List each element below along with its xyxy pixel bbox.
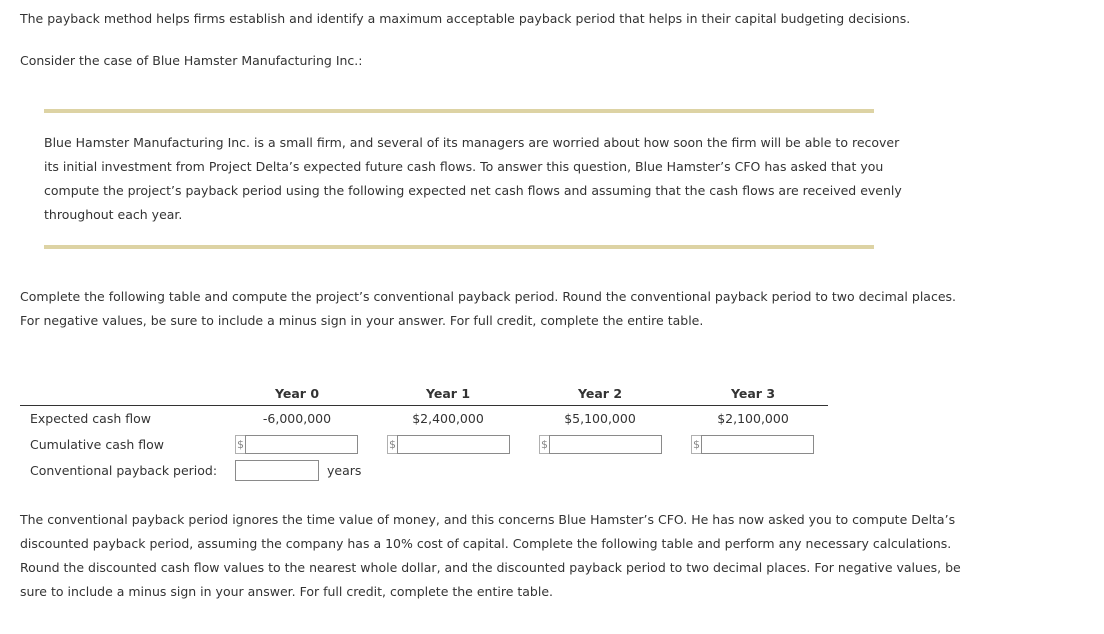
payback-period-input[interactable] xyxy=(235,460,319,481)
instructions-line: For negative values, be sure to include a minus sign in your answer. For full credit, complete the entire table. xyxy=(20,313,704,328)
cumulative-year-2-input[interactable] xyxy=(549,435,662,454)
scenario-line: compute the project’s payback period using the following expected net cash flows and assuming that the cash flows are received evenly xyxy=(44,183,902,198)
scenario-line: Blue Hamster Manufacturing Inc. is a small firm, and several of its managers are worried about how soon the firm will be able to recover xyxy=(44,135,900,150)
header-year-1: Year 1 xyxy=(425,386,471,401)
case-text: Consider the case of Blue Hamster Manufacturing Inc.: xyxy=(20,53,363,68)
discounted-line: The conventional payback period ignores the time value of money, and this concerns Blue Hamster’s CFO. He has now asked you to compute Delta’s xyxy=(20,512,956,527)
currency-prefix: $ xyxy=(387,435,397,454)
expected-year-3: $2,100,000 xyxy=(717,411,789,426)
scenario-box xyxy=(44,131,902,227)
header-year-2: Year 2 xyxy=(577,386,623,401)
expected-year-2: $5,100,000 xyxy=(564,411,636,426)
discounted-instructions xyxy=(20,508,961,604)
scenario-line: its initial investment from Project Delta’s expected future cash flows. To answer this question, Blue Hamster’s CFO has asked that you xyxy=(44,159,884,174)
expected-cash-flow-label: Expected cash flow xyxy=(30,411,151,426)
expected-year-1: $2,400,000 xyxy=(412,411,484,426)
currency-prefix: $ xyxy=(691,435,701,454)
instructions xyxy=(20,285,956,333)
discounted-line: Round the discounted cash flow values to the nearest whole dollar, and the discounted payback period to two decimal places. For negative values, be xyxy=(20,560,961,575)
header-year-3: Year 3 xyxy=(730,386,776,401)
cumulative-year-1-input[interactable] xyxy=(397,435,510,454)
expected-year-0: -6,000,000 xyxy=(262,411,332,426)
cumulative-year-3-input[interactable] xyxy=(701,435,814,454)
table-header-divider xyxy=(20,405,828,406)
currency-prefix: $ xyxy=(235,435,245,454)
discounted-line: sure to include a minus sign in your answer. For full credit, complete the entire table. xyxy=(20,584,553,599)
instructions-line: Complete the following table and compute the project’s conventional payback period. Round the conventional payback period to two decimal places. xyxy=(20,289,956,304)
scenario-top-rule xyxy=(44,109,874,113)
header-year-0: Year 0 xyxy=(274,386,320,401)
payback-period-label: Conventional payback period: xyxy=(30,463,218,478)
discounted-line: discounted payback period, assuming the company has a 10% cost of capital. Complete the following table and perform any necessary calculations. xyxy=(20,536,952,551)
currency-prefix: $ xyxy=(539,435,549,454)
payback-unit: years xyxy=(327,463,362,478)
cumulative-year-0-input[interactable] xyxy=(245,435,358,454)
intro-text: The payback method helps firms establish and identify a maximum acceptable payback period that helps in their capital budgeting decisions. xyxy=(20,11,911,26)
scenario-line: throughout each year. xyxy=(44,207,183,222)
scenario-bottom-rule xyxy=(44,245,874,249)
cumulative-cash-flow-label: Cumulative cash flow xyxy=(30,437,165,452)
